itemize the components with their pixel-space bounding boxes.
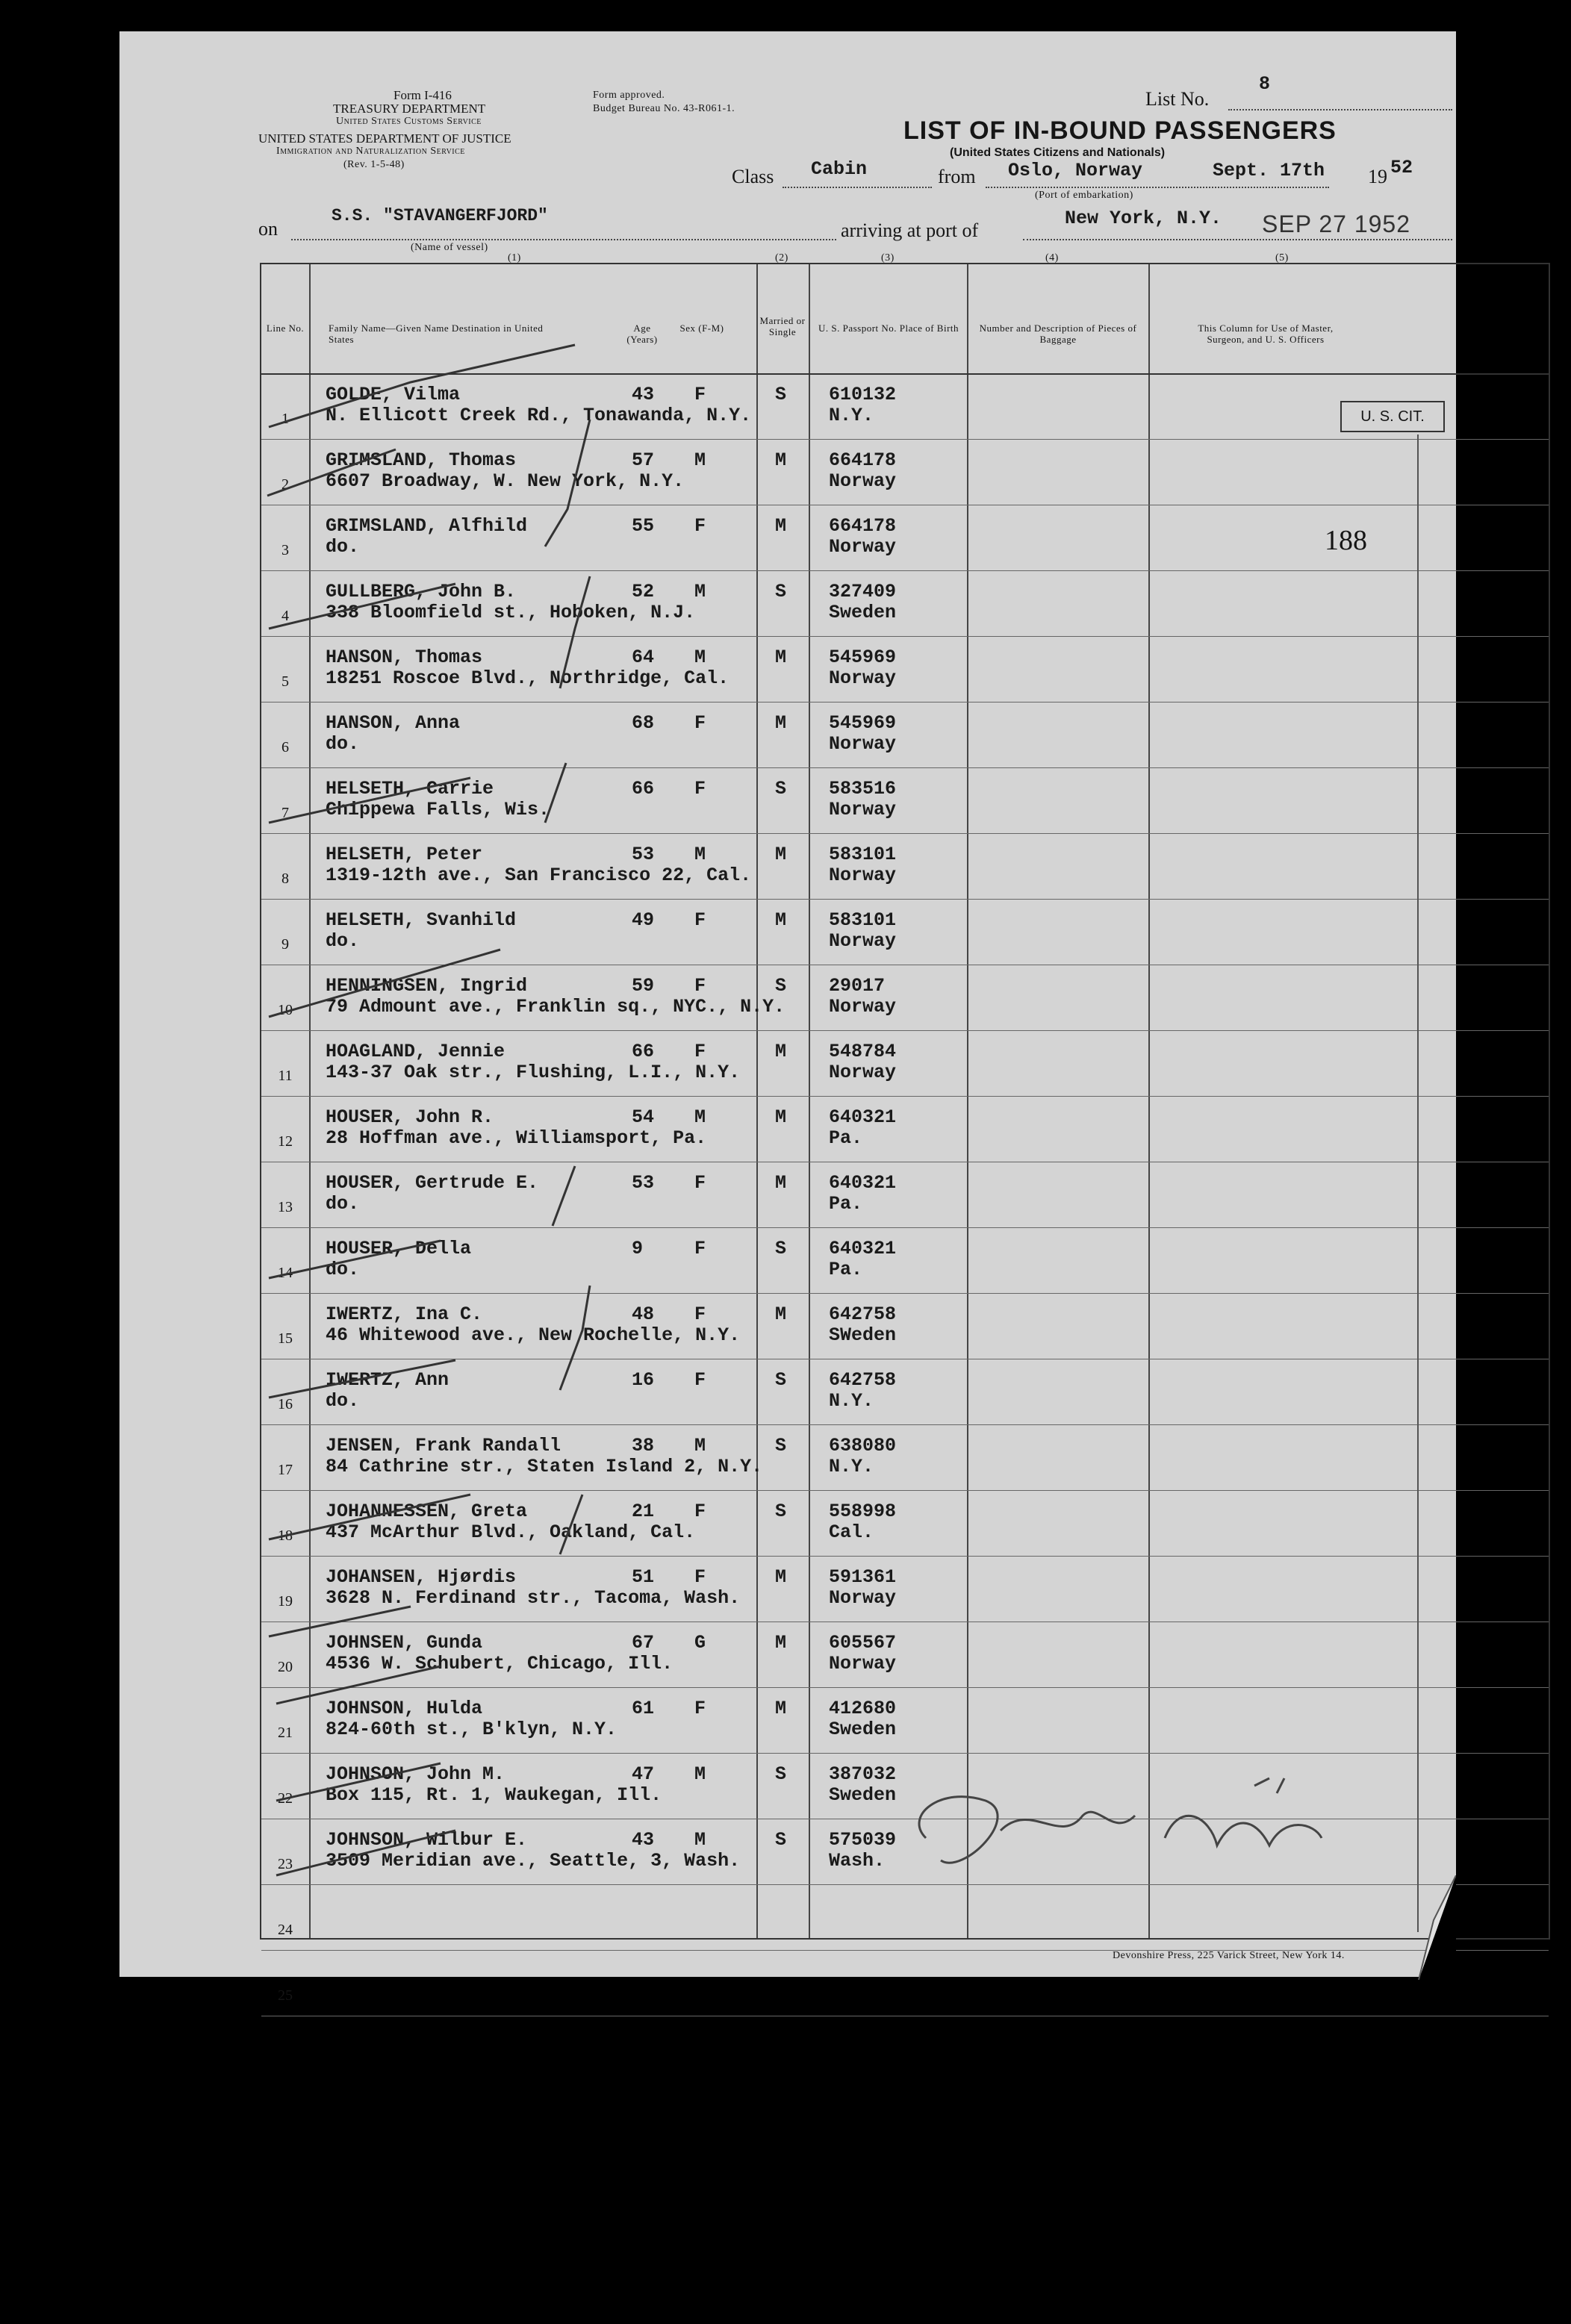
place-of-birth: SWeden [829, 1324, 897, 1346]
place-of-birth: Pa. [829, 1127, 863, 1149]
list-no-label: List No. [1145, 88, 1210, 110]
sex: F [694, 1698, 706, 1719]
class-value: Cabin [811, 158, 868, 180]
age: 16 [632, 1369, 655, 1391]
line-number: 22 [278, 1790, 293, 1807]
age: 9 [632, 1238, 644, 1259]
arriving-label: arriving at port of [841, 219, 979, 241]
passenger-name: GRIMSLAND, Alfhild [326, 515, 528, 537]
line-number: 15 [278, 1330, 293, 1347]
punch-hole [67, 405, 100, 442]
place-of-birth: Norway [829, 536, 897, 558]
sex: F [694, 778, 706, 800]
destination: 3628 N. Ferdinand str., Tacoma, Wash. [326, 1587, 741, 1609]
destination: 28 Hoffman ave., Williamsport, Pa. [326, 1127, 707, 1149]
sex: M [694, 449, 706, 471]
destination: do. [326, 930, 360, 952]
marital-status: S [775, 384, 787, 405]
col-head-baggage: Number and Description of Pieces of Baggage [979, 323, 1137, 345]
arrival-port: New York, N.Y. [1065, 208, 1222, 229]
passenger-name: HOUSER, Gertrude E. [326, 1172, 539, 1194]
sex: M [694, 581, 706, 602]
passport-number: 545969 [829, 647, 897, 668]
place-of-birth: Norway [829, 865, 897, 886]
destination: 338 Bloomfield st., Hoboken, N.J. [326, 602, 696, 623]
age: 67 [632, 1632, 655, 1654]
passenger-name: GULLBERG, John B. [326, 581, 517, 602]
revision-label: (Rev. 1-5-48) [343, 159, 405, 170]
passenger-name: IWERTZ, Ina C. [326, 1303, 483, 1325]
year-printed: 19 [1368, 166, 1387, 187]
passenger-name: HOUSER, John R. [326, 1106, 494, 1128]
passenger-name: HENNINGSEN, Ingrid [326, 975, 528, 997]
marital-status: S [775, 1369, 787, 1391]
place-of-birth: Norway [829, 733, 897, 755]
passenger-name: HOAGLAND, Jennie [326, 1041, 505, 1062]
place-of-birth: Norway [829, 996, 897, 1018]
passport-number: 583101 [829, 909, 897, 931]
line-number: 11 [278, 1068, 293, 1084]
age: 21 [632, 1501, 655, 1522]
sex: M [694, 1829, 706, 1851]
age: 48 [632, 1303, 655, 1325]
marital-status: S [775, 581, 787, 602]
age: 53 [632, 844, 655, 865]
place-of-birth: Norway [829, 1653, 897, 1675]
line-number: 16 [278, 1396, 293, 1412]
marital-status: S [775, 1238, 787, 1259]
col-num-5: (5) [1275, 252, 1289, 264]
on-label: on [258, 218, 278, 240]
age: 64 [632, 647, 655, 668]
line-number: 6 [281, 739, 289, 756]
justice-label: UNITED STATES DEPARTMENT OF JUSTICE [258, 131, 511, 146]
line-number: 14 [278, 1265, 293, 1281]
passport-number: 664178 [829, 515, 897, 537]
punch-hole [67, 93, 100, 130]
col-head-name: Family Name—Given Name Destination in United States [329, 323, 544, 345]
passenger-name: HOUSER, Della [326, 1238, 472, 1259]
punch-hole [67, 554, 100, 591]
line-number: 9 [281, 936, 289, 953]
folded-corner [1389, 1875, 1456, 1980]
port-embark-label: (Port of embarkation) [1035, 190, 1133, 201]
passenger-name: GRIMSLAND, Thomas [326, 449, 517, 471]
destination: 84 Cathrine str., Staten Island 2, N.Y. [326, 1456, 763, 1477]
sex: F [694, 1369, 706, 1391]
sex: F [694, 1501, 706, 1522]
place-of-birth: Norway [829, 470, 897, 492]
age: 47 [632, 1763, 655, 1785]
destination: Chippewa Falls, Wis. [326, 799, 550, 820]
marital-status: S [775, 778, 787, 800]
place-of-birth: Norway [829, 1062, 897, 1083]
officer-note-188: 188 [1325, 525, 1367, 556]
age: 61 [632, 1698, 655, 1719]
passenger-name: JOHANNESSEN, Greta [326, 1501, 528, 1522]
line-number: 12 [278, 1133, 293, 1150]
line-number: 1 [281, 411, 289, 427]
destination: N. Ellicott Creek Rd., Tonawanda, N.Y. [326, 405, 752, 426]
age: 53 [632, 1172, 655, 1194]
place-of-birth: Pa. [829, 1193, 863, 1215]
line-number: 10 [278, 1002, 293, 1018]
passport-number: 640321 [829, 1106, 897, 1128]
destination: do. [326, 1259, 360, 1280]
punch-hole [67, 1450, 100, 1487]
col-head-married: Married or Single [759, 315, 806, 337]
year-typed: 52 [1390, 157, 1413, 178]
line-number: 25 [278, 1987, 293, 2004]
line-number: 20 [278, 1659, 293, 1675]
destination: Box 115, Rt. 1, Waukegan, Ill. [326, 1784, 662, 1806]
budget-bureau: Budget Bureau No. 43-R061-1. [593, 103, 735, 114]
passport-number: 583101 [829, 844, 897, 865]
passenger-name: JOHNSON, Hulda [326, 1698, 483, 1719]
destination: 46 Whitewood ave., New Rochelle, N.Y. [326, 1324, 741, 1346]
passenger-name: JOHANSEN, Hjørdis [326, 1566, 517, 1588]
passport-number: 610132 [829, 384, 897, 405]
destination: 79 Admount ave., Franklin sq., NYC., N.Y. [326, 996, 786, 1018]
line-number: 17 [278, 1462, 293, 1478]
passport-number: 605567 [829, 1632, 897, 1654]
sex: G [694, 1632, 706, 1654]
marital-status: M [775, 844, 787, 865]
marital-status: M [775, 909, 787, 931]
marital-status: M [775, 1303, 787, 1325]
passport-number: 548784 [829, 1041, 897, 1062]
line-number: 3 [281, 542, 289, 558]
sex: F [694, 1041, 706, 1062]
passenger-name: JOHNSON, John M. [326, 1763, 505, 1785]
destination: 6607 Broadway, W. New York, N.Y. [326, 470, 685, 492]
col-head-passport: U. S. Passport No. Place of Birth [818, 323, 959, 334]
class-label: Class [732, 166, 774, 187]
marital-status: M [775, 1106, 787, 1128]
age: 38 [632, 1435, 655, 1457]
col-num-2: (2) [775, 252, 788, 264]
col-num-1: (1) [508, 252, 521, 264]
passport-number: 642758 [829, 1303, 897, 1325]
line-number: 13 [278, 1199, 293, 1215]
page-title: LIST OF IN-BOUND PASSENGERS [903, 116, 1337, 145]
passenger-name: IWERTZ, Ann [326, 1369, 449, 1391]
col-head-sex: Sex (F-M) [679, 323, 724, 334]
marital-status: M [775, 712, 787, 734]
passenger-name: HELSETH, Peter [326, 844, 483, 865]
customs-label: United States Customs Service [336, 116, 482, 127]
sex: M [694, 1763, 706, 1785]
arrival-date-stamp: SEP 27 1952 [1262, 211, 1411, 237]
check-marks [261, 300, 859, 1905]
place-of-birth: N.Y. [829, 1390, 874, 1412]
destination: do. [326, 536, 360, 558]
passport-number: 29017 [829, 975, 886, 997]
age: 51 [632, 1566, 655, 1588]
passenger-name: JOHNSEN, Gunda [326, 1632, 483, 1654]
destination: 4536 W. Schubert, Chicago, Ill. [326, 1653, 673, 1675]
passport-number: 575039 [829, 1829, 897, 1851]
destination: 437 McArthur Blvd., Oakland, Cal. [326, 1521, 696, 1543]
passenger-name: HANSON, Anna [326, 712, 461, 734]
place-of-birth: Sweden [829, 602, 897, 623]
passport-number: 412680 [829, 1698, 897, 1719]
destination: 824-60th st., B'klyn, N.Y. [326, 1719, 617, 1740]
col-head-officers: This Column for Use of Master, Surgeon, and U. S. Officers [1198, 323, 1334, 345]
place-of-birth: Norway [829, 799, 897, 820]
age: 57 [632, 449, 655, 471]
place-of-birth: N.Y. [829, 405, 874, 426]
passport-number: 642758 [829, 1369, 897, 1391]
manifest-page [119, 31, 1456, 2004]
sex: M [694, 647, 706, 668]
place-of-birth: N.Y. [829, 1456, 874, 1477]
punch-hole [67, 214, 100, 252]
line-number: 2 [281, 476, 289, 493]
place-of-birth: Norway [829, 930, 897, 952]
passport-number: 583516 [829, 778, 897, 800]
us-citizen-stamp: U. S. CIT. [1340, 401, 1445, 432]
punch-hole [67, 1330, 100, 1368]
age: 54 [632, 1106, 655, 1128]
sex: F [694, 1172, 706, 1194]
line-number: 7 [281, 805, 289, 821]
place-of-birth: Sweden [829, 1719, 897, 1740]
passport-number: 640321 [829, 1172, 897, 1194]
age: 49 [632, 909, 655, 931]
marital-status: M [775, 647, 787, 668]
age: 66 [632, 1041, 655, 1062]
from-label: from [938, 166, 976, 187]
treasury-label: TREASURY DEPARTMENT [333, 102, 486, 116]
passport-number: 327409 [829, 581, 897, 602]
marital-status: S [775, 975, 787, 997]
line-number: 23 [278, 1856, 293, 1872]
list-no-value: 8 [1259, 73, 1271, 95]
destination: 18251 Roscoe Blvd., Northridge, Cal. [326, 667, 729, 689]
form-number: Form I-416 [393, 88, 452, 102]
marital-status: S [775, 1501, 787, 1522]
sex: F [694, 712, 706, 734]
line-number: 4 [281, 608, 289, 624]
col-head-line: Line No. [266, 323, 305, 334]
destination: 3509 Meridian ave., Seattle, 3, Wash. [326, 1850, 741, 1872]
passport-number: 664178 [829, 449, 897, 471]
passenger-name: HANSON, Thomas [326, 647, 483, 668]
destination: 143-37 Oak str., Flushing, L.I., N.Y. [326, 1062, 741, 1083]
place-of-birth: Norway [829, 1587, 897, 1609]
marital-status: S [775, 1435, 787, 1457]
sex: M [694, 1435, 706, 1457]
sex: F [694, 1238, 706, 1259]
place-of-birth: Sweden [829, 1784, 897, 1806]
punch-hole [67, 1002, 100, 1039]
punch-hole [67, 1763, 100, 1801]
printer-line: Devonshire Press, 225 Varick Street, New York 14. [1113, 1950, 1345, 1961]
marital-status: S [775, 1763, 787, 1785]
place-of-birth: Wash. [829, 1850, 886, 1872]
ins-label: Immigration and Naturalization Service [276, 146, 465, 157]
marital-status: M [775, 1172, 787, 1194]
col-num-4: (4) [1045, 252, 1059, 264]
sex: F [694, 384, 706, 405]
age: 52 [632, 581, 655, 602]
from-value: Oslo, Norway [1008, 160, 1143, 181]
vessel-name: S.S. "STAVANGERFJORD" [332, 206, 548, 225]
age: 43 [632, 1829, 655, 1851]
passport-number: 387032 [829, 1763, 897, 1785]
col-head-age: Age (Years) [626, 323, 658, 345]
passenger-name: GOLDE, Vilma [326, 384, 461, 405]
sex: F [694, 1566, 706, 1588]
destination: 1319-12th ave., San Francisco 22, Cal. [326, 865, 752, 886]
signature [896, 1771, 1374, 1898]
marital-status: M [775, 1632, 787, 1654]
age: 68 [632, 712, 655, 734]
sex: F [694, 909, 706, 931]
passenger-name: JOHNSON, Wilbur E. [326, 1829, 528, 1851]
line-number: 24 [278, 1922, 293, 1938]
place-of-birth: Norway [829, 667, 897, 689]
line-number: 21 [278, 1725, 293, 1741]
sex: F [694, 975, 706, 997]
passenger-name: HELSETH, Svanhild [326, 909, 517, 931]
passenger-name: JENSEN, Frank Randall [326, 1435, 561, 1457]
line-number: 8 [281, 870, 289, 887]
line-number: 18 [278, 1527, 293, 1544]
sex: F [694, 515, 706, 537]
line-number: 5 [281, 673, 289, 690]
page-subtitle: (United States Citizens and Nationals) [950, 146, 1166, 159]
marital-status: M [775, 1698, 787, 1719]
age: 59 [632, 975, 655, 997]
age: 43 [632, 384, 655, 405]
form-approved: Form approved. [593, 90, 665, 101]
col-num-3: (3) [881, 252, 895, 264]
table-row [261, 1950, 1549, 2016]
marital-status: M [775, 1041, 787, 1062]
destination: do. [326, 1193, 360, 1215]
place-of-birth: Cal. [829, 1521, 874, 1543]
destination: do. [326, 733, 360, 755]
passport-number: 640321 [829, 1238, 897, 1259]
passport-number: 591361 [829, 1566, 897, 1588]
date-value: Sept. 17th [1213, 160, 1325, 181]
sex: M [694, 844, 706, 865]
age: 66 [632, 778, 655, 800]
passport-number: 545969 [829, 712, 897, 734]
marital-status: M [775, 449, 787, 471]
marital-status: M [775, 515, 787, 537]
marital-status: S [775, 1829, 787, 1851]
age: 55 [632, 515, 655, 537]
sex: M [694, 1106, 706, 1128]
marital-status: M [775, 1566, 787, 1588]
vessel-name-label: (Name of vessel) [411, 242, 488, 253]
punch-hole [67, 688, 100, 726]
passport-number: 558998 [829, 1501, 897, 1522]
passenger-name: HELSETH, Carrie [326, 778, 494, 800]
destination: do. [326, 1390, 360, 1412]
place-of-birth: Pa. [829, 1259, 863, 1280]
line-number: 19 [278, 1593, 293, 1610]
sex: F [694, 1303, 706, 1325]
passport-number: 638080 [829, 1435, 897, 1457]
